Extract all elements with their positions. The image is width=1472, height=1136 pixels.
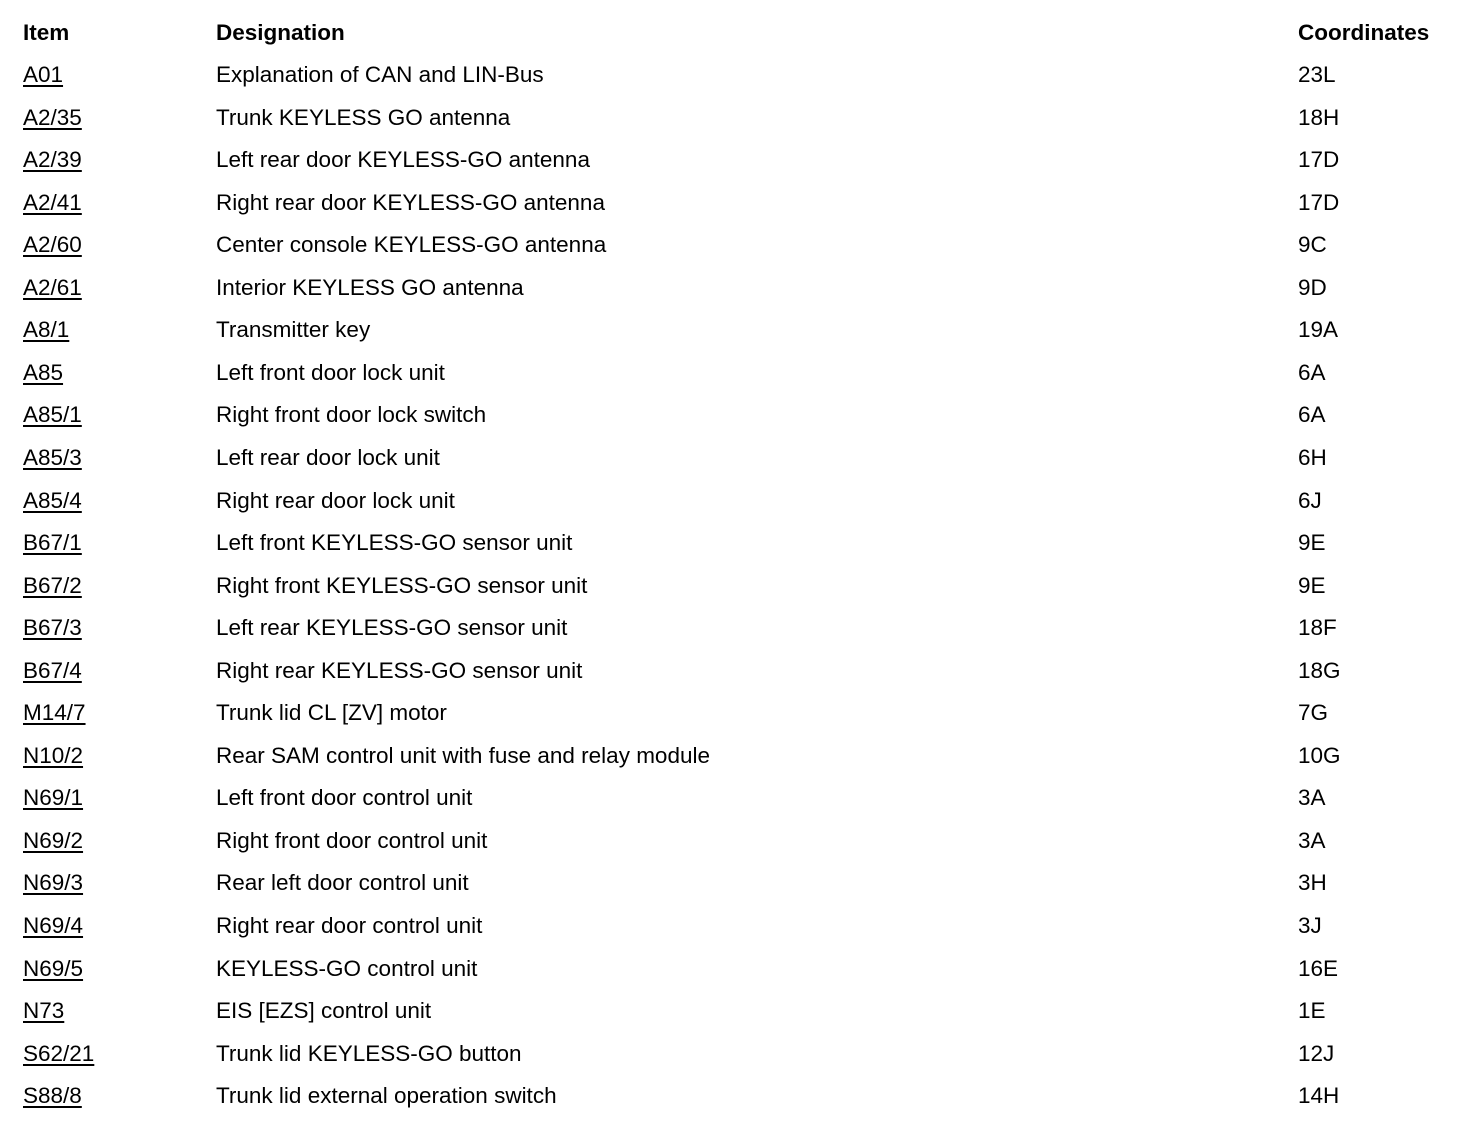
item-link[interactable]: N73 (23, 998, 65, 1024)
designation-cell: Trunk KEYLESS GO antenna (216, 104, 511, 130)
designation-cell: Transmitter key (216, 317, 371, 343)
table-row (0, 954, 1472, 996)
item-link[interactable]: A8/1 (23, 317, 70, 343)
designation-cell: EIS [EZS] control unit (216, 998, 432, 1024)
designation-cell: Left front KEYLESS-GO sensor unit (216, 530, 573, 555)
item-link[interactable]: B67/2 (23, 572, 82, 598)
designation-cell: Right rear door lock unit (216, 487, 455, 513)
table-row (0, 443, 1472, 485)
table-row (0, 145, 1472, 187)
column-header-item: Item (23, 20, 70, 45)
coordinates-cell: 19A (1298, 317, 1339, 343)
designation-cell: Trunk lid CL [ZV] motor (216, 700, 447, 726)
table-row (0, 911, 1472, 953)
table-row (0, 656, 1472, 698)
designation-cell: Center console KEYLESS-GO antenna (216, 232, 607, 258)
coordinates-cell: 6A (1298, 359, 1326, 385)
designation-cell: Right front KEYLESS-GO sensor unit (216, 572, 588, 598)
designation-cell: Right front door control unit (216, 827, 488, 853)
coordinates-cell: 17D (1298, 189, 1340, 215)
designation-cell: Left rear door lock unit (216, 444, 440, 470)
table-row (0, 230, 1472, 272)
table-row (0, 358, 1472, 400)
column-header-designation: Designation (216, 20, 345, 45)
designation-cell: Right rear door KEYLESS-GO antenna (216, 189, 605, 215)
coordinates-cell: 14H (1298, 1083, 1340, 1109)
coordinates-cell: 1E (1298, 998, 1326, 1024)
item-link[interactable]: A85/3 (23, 444, 82, 470)
table-row (0, 315, 1472, 357)
designation-cell: Left front door control unit (216, 785, 473, 811)
coordinates-cell: 9D (1298, 274, 1327, 300)
designation-cell: Trunk lid KEYLESS-GO button (216, 1040, 522, 1066)
item-link[interactable]: N69/2 (23, 827, 84, 853)
table-row (0, 103, 1472, 145)
item-link[interactable]: B67/3 (23, 615, 82, 641)
table-row (0, 273, 1472, 315)
table-row (0, 188, 1472, 230)
designation-cell: Rear SAM control unit with fuse and relay module (216, 742, 710, 768)
table-row (0, 783, 1472, 825)
coordinates-cell: 18F (1298, 615, 1337, 641)
item-link[interactable]: A2/35 (23, 104, 82, 130)
table-row (0, 698, 1472, 740)
coordinates-cell: 6A (1298, 402, 1326, 428)
item-link[interactable]: A2/60 (23, 232, 82, 258)
table-row (0, 571, 1472, 613)
coordinates-cell: 3A (1298, 785, 1326, 811)
coordinates-cell: 6H (1298, 444, 1327, 470)
item-link[interactable]: N10/2 (23, 742, 84, 768)
item-link[interactable]: N69/4 (23, 913, 84, 938)
designation-cell: Left front door lock unit (216, 359, 445, 385)
item-link[interactable]: A01 (23, 62, 64, 87)
coordinates-cell: 23L (1298, 62, 1336, 87)
table-row (0, 1039, 1472, 1081)
designation-cell: KEYLESS-GO control unit (216, 955, 478, 981)
item-link[interactable]: A2/61 (23, 274, 82, 300)
coordinates-cell: 12J (1298, 1040, 1335, 1066)
coordinates-cell: 6J (1298, 487, 1322, 513)
item-link[interactable]: A85 (23, 359, 64, 385)
item-link[interactable]: B67/1 (23, 530, 82, 555)
designation-cell: Trunk lid external operation switch (216, 1083, 557, 1109)
item-link[interactable]: A2/39 (23, 147, 82, 173)
item-link[interactable]: B67/4 (23, 657, 82, 683)
coordinates-cell: 10G (1298, 742, 1341, 768)
item-link[interactable]: S88/8 (23, 1083, 82, 1109)
table-row (0, 486, 1472, 528)
header-row (0, 18, 1472, 60)
designation-cell: Left rear door KEYLESS-GO antenna (216, 147, 590, 173)
designation-cell: Right rear door control unit (216, 913, 483, 938)
coordinates-cell: 9E (1298, 530, 1326, 555)
designation-cell: Explanation of CAN and LIN-Bus (216, 62, 544, 87)
coordinates-cell: 16E (1298, 955, 1339, 981)
coordinates-cell: 9C (1298, 232, 1327, 258)
table-row (0, 826, 1472, 868)
item-link[interactable]: A85/1 (23, 402, 82, 428)
coordinates-cell: 3J (1298, 913, 1322, 938)
table-row (0, 996, 1472, 1038)
item-link[interactable]: S62/21 (23, 1040, 95, 1066)
coordinates-cell: 18H (1298, 104, 1340, 130)
item-link[interactable]: N69/1 (23, 785, 84, 811)
coordinates-cell: 3H (1298, 870, 1327, 896)
table-row (0, 613, 1472, 655)
table-row (0, 528, 1472, 570)
designation-cell: Left rear KEYLESS-GO sensor unit (216, 615, 568, 641)
coordinates-cell: 18G (1298, 657, 1341, 683)
item-link[interactable]: A2/41 (23, 189, 82, 215)
item-link[interactable]: N69/3 (23, 870, 84, 896)
designation-cell: Rear left door control unit (216, 870, 469, 896)
column-header-coordinates: Coordinates (1298, 20, 1430, 45)
designation-cell: Right front door lock switch (216, 402, 487, 428)
coordinates-cell: 9E (1298, 572, 1326, 598)
designation-cell: Interior KEYLESS GO antenna (216, 274, 524, 300)
designation-cell: Right rear KEYLESS-GO sensor unit (216, 657, 583, 683)
coordinates-cell: 3A (1298, 827, 1326, 853)
table-row (0, 400, 1472, 442)
table-row (0, 741, 1472, 783)
coordinates-cell: 7G (1298, 700, 1329, 726)
coordinates-cell: 17D (1298, 147, 1340, 173)
table-row (0, 1081, 1472, 1123)
item-link[interactable]: A85/4 (23, 487, 82, 513)
table-row (0, 868, 1472, 910)
item-link[interactable]: N69/5 (23, 955, 84, 981)
table-row (0, 60, 1472, 102)
item-link[interactable]: M14/7 (23, 700, 86, 726)
